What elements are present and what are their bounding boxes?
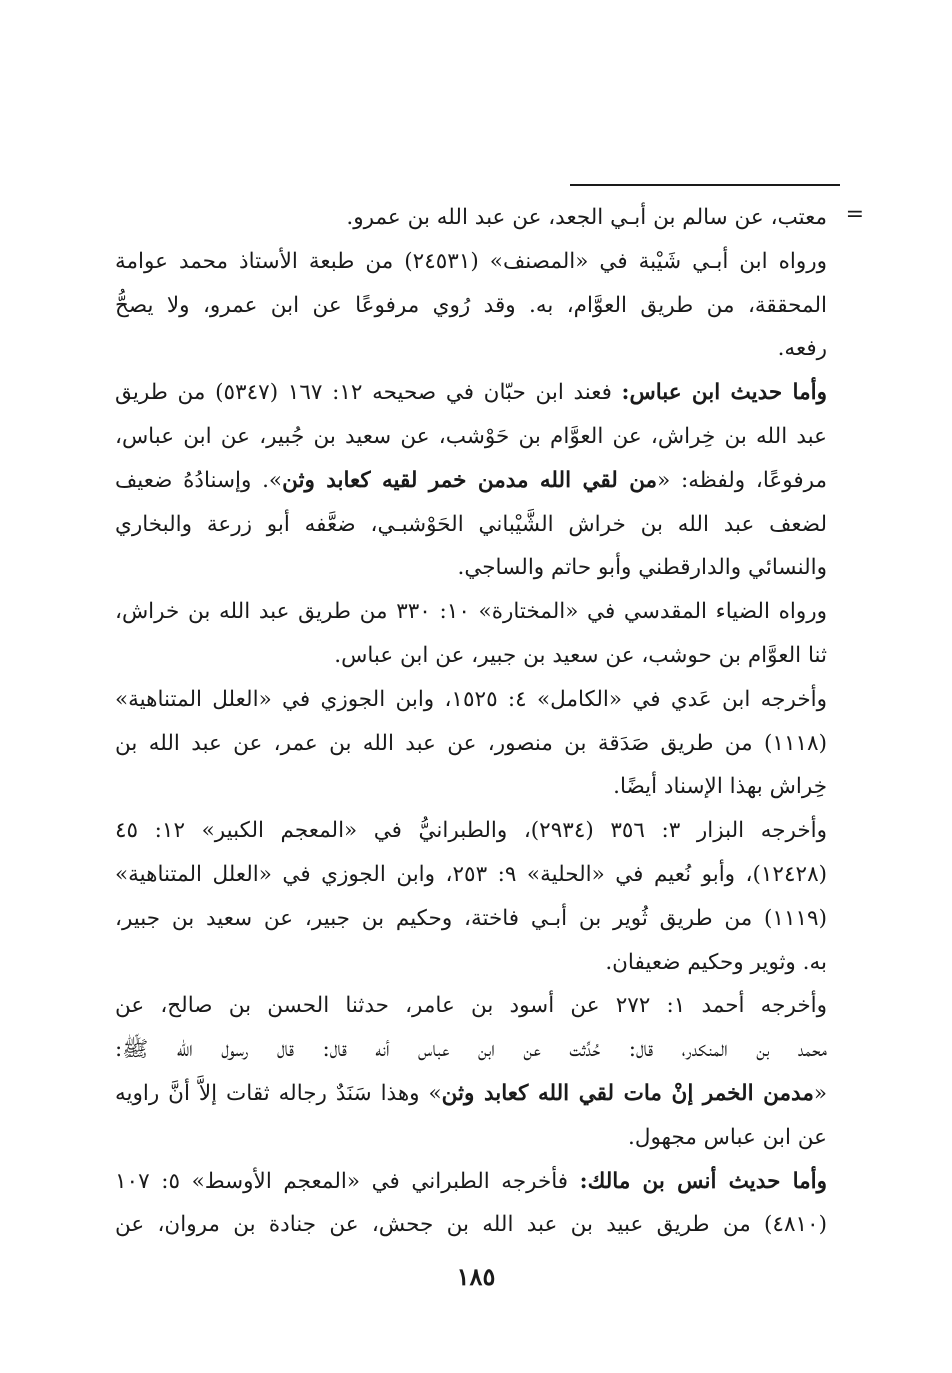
text-line (115, 327, 827, 371)
text-line (115, 984, 827, 1028)
text-segment: « (813, 1080, 827, 1106)
text-segment: (١١١٩) من طريق ثُوير بن أبـي فاختة، وحكيم بن جبير، عن سعيد بن جبير، (115, 905, 827, 931)
text-segment: رفعه. (777, 336, 827, 362)
text-segment: وأخرجه أحمد ١: ٢٧٢ عن أسود بن عامر، حدثنا الحسن بن صالح، عن (115, 993, 827, 1019)
text-line (115, 415, 827, 459)
section-heading: وأما حديث أنس بن مالك: (579, 1168, 827, 1194)
text-line (115, 371, 827, 415)
text-segment: به. وثوير وحكيم ضعيفان. (605, 949, 827, 975)
text-segment: وأخرجه البزار ٣: ٣٥٦ (٢٩٣٤)، والطبرانيُّ في «المعجم الكبير» ١٢: ٤٥ (115, 818, 827, 844)
text-line (115, 809, 827, 853)
text-segment: عن ابن عباس مجهول. (627, 1124, 827, 1150)
text-segment: ». وإسنادُهُ ضعيف (115, 467, 283, 493)
text-line (115, 1028, 827, 1072)
text-segment: محمد بن المنكدر، قال: حُدِّثت عن ابن عباس أنه قال: قال رسول الله ﷺ: (115, 1037, 827, 1063)
text-segment: لضعف عبد الله بن خراش الشَّيْباني الحَوْشبـي، ضعَّفه أبو زرعة والبخاري (115, 511, 827, 537)
text-segment: المحققة، من طريق العوَّام، به. وقد رُوي مرفوعًا عن ابن عمرو، ولا يصحُّ (115, 292, 827, 318)
text-line (115, 853, 827, 897)
text-line (115, 459, 827, 503)
text-line (115, 240, 827, 284)
section-heading: وأما حديث ابن عباس: (621, 380, 827, 406)
footnote-separator-rule (570, 184, 840, 186)
bold-hadith-text: مدمن الخمر إنْ مات لقي الله كعابد وثن (441, 1080, 814, 1106)
text-line (115, 1072, 827, 1116)
text-line (115, 590, 827, 634)
text-segment: ثنا العوَّام بن حوشب، عن سعيد بن جبير، عن ابن عباس. (334, 642, 827, 668)
text-segment: عبد الله بن خِراش، عن العوَّام بن حَوْشب، عن سعيد بن جُبير، عن ابن عباس، (115, 423, 827, 449)
text-line (115, 503, 827, 547)
text-segment: فأخرجه الطبراني في «المعجم الأوسط» ٥: ١٠٧ (115, 1168, 580, 1194)
text-line (115, 1160, 827, 1204)
continuation-marker: = (845, 202, 864, 227)
text-line (115, 897, 827, 941)
text-segment: وأخرجه ابن عَدي في «الكامل» ٤: ١٥٢٥، وابن الجوزي في «العلل المتناهية» (115, 686, 827, 712)
text-segment: فعند ابن حبّان في صحيحه ١٢: ١٦٧ (٥٣٤٧) من طريق (115, 380, 622, 406)
text-line (115, 1203, 827, 1247)
page-number: ١٨٥ (456, 1262, 496, 1291)
text-line (115, 722, 827, 766)
bold-hadith-text: من لقي الله مدمن خمر لقيه كعابد وثن (282, 467, 658, 493)
text-line (115, 546, 827, 590)
text-segment: (٤٨١٠) من طريق عبيد بن عبد الله بن جحش، عن جنادة بن مروان، عن (115, 1212, 827, 1238)
text-segment: والنسائي والدارقطني وأبو حاتم والساجي. (457, 555, 827, 581)
text-segment: (١٢٤٢٨)، وأبو نُعيم في «الحلية» ٩: ٢٥٣، وابن الجوزي في «العلل المتناهية» (115, 861, 827, 887)
text-line (115, 678, 827, 722)
text-segment: » وهذا سَنَدٌ رجاله ثقات إلاَّ أنَّ راويه (115, 1080, 442, 1106)
text-line (115, 765, 827, 809)
text-segment: ورواه الضياء المقدسي في «المختارة» ١٠: ٣٣٠ من طريق عبد الله بن خراش، (115, 599, 827, 625)
text-segment: ورواه ابن أبـي شَيْبة في «المصنف» (٢٤٥٣١) من طبعة الأستاذ محمد عوامة (115, 248, 827, 274)
text-line (115, 196, 827, 240)
text-segment: خِراش بهذا الإسناد أيضًا. (613, 774, 827, 800)
text-line (115, 634, 827, 678)
text-segment: (١١١٨) من طريق صَدَقة بن منصور، عن عبد الله بن عمر، عن عبد الله بن (115, 730, 827, 756)
text-segment: معتب، عن سالم بن أبـي الجعد، عن عبد الله بن عمرو. (346, 205, 827, 230)
text-segment: مرفوعًا، ولفظه: « (657, 467, 827, 493)
text-line (115, 284, 827, 328)
text-line (115, 1116, 827, 1160)
footnote-text-block (115, 196, 827, 1247)
text-line (115, 941, 827, 985)
